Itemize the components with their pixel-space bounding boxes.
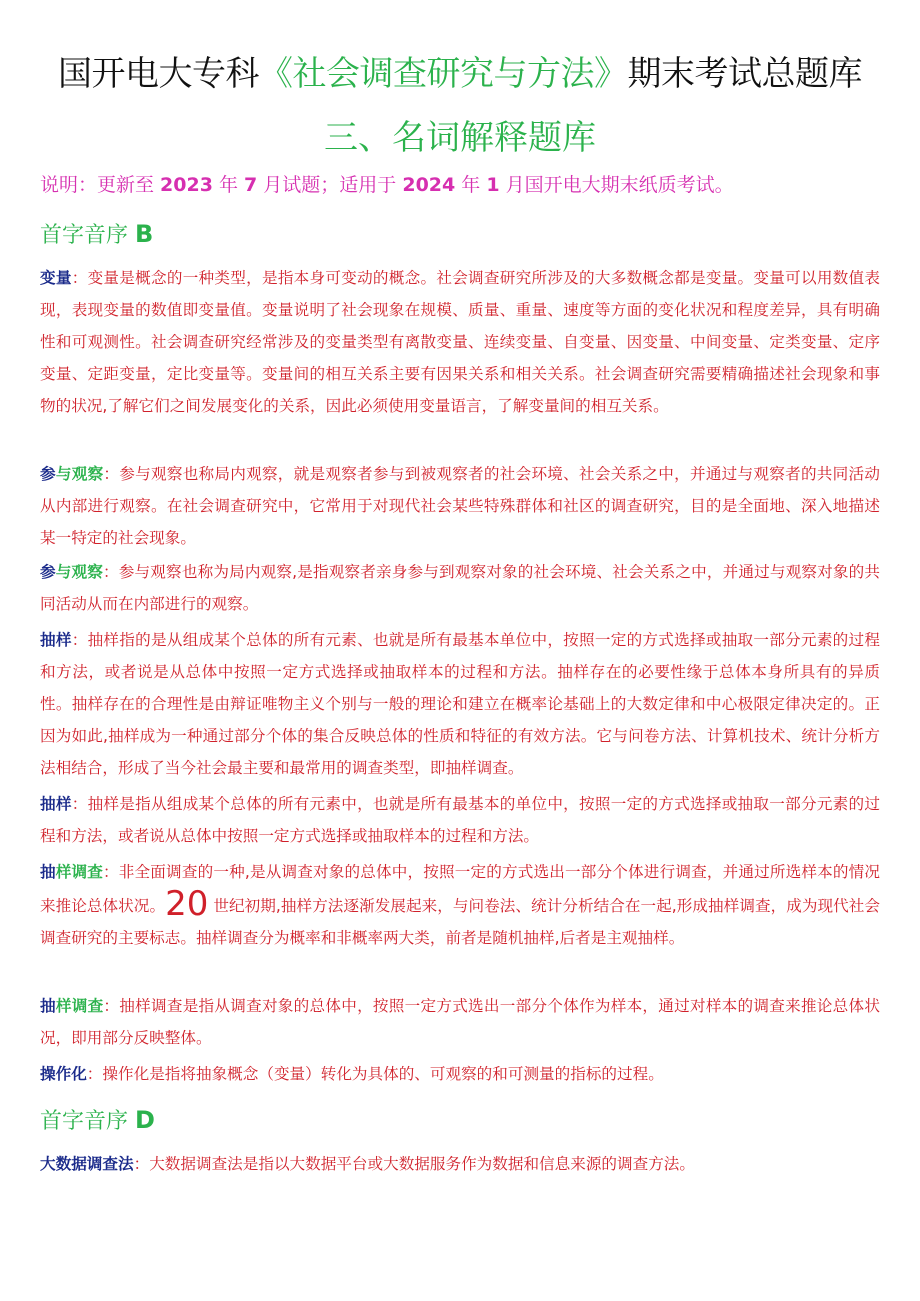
century-number: 20: [165, 884, 209, 924]
entry-separator: ：: [71, 795, 88, 813]
section-label: 首字音序: [40, 223, 129, 248]
entry-definition: 参与观察也称局内观察，就是观察者参与到被观察者的社会环境、社会关系之中，并通过与观察者的共同活动从内部进行观察。在社会调查研究中，它常用于对现代社会某些特殊群体和社区的调查研究，目的是全面地、深入地描述某一特定的社会现象。: [40, 465, 880, 547]
title-course-name: 《社会调查研究与方法》: [259, 54, 628, 94]
section-letter: B: [135, 220, 154, 248]
entry-definition: 大数据调查法是指以大数据平台或大数据服务作为数据和信息来源的调查方法。: [149, 1155, 695, 1173]
entry-separator: ：: [71, 269, 88, 287]
entry-term-first-char: 参: [40, 563, 56, 581]
entry-term-first-char: 参: [40, 465, 56, 483]
entry-separator: ：: [86, 1065, 103, 1083]
entry-separator: ：: [133, 1155, 150, 1173]
entry-term: 变量: [40, 269, 72, 287]
entry-operationalization: [40, 1058, 880, 1090]
entry-term: 操作化: [40, 1065, 87, 1083]
update-note: [40, 170, 900, 200]
entry-separator: ：: [103, 465, 120, 483]
entry-term: 抽样: [40, 795, 72, 813]
document-subtitle: 三、名词解释题库: [324, 118, 596, 158]
entry-participant-observation-2: [40, 556, 880, 620]
entry-term-first-char: 抽: [40, 997, 56, 1015]
entry-sample-survey-2: [40, 990, 880, 1054]
entry-definition-cont: 世纪初期,抽样方法逐渐发展起来，与问卷法、统计分析结合在一起,形成抽样调查，成为现代社会调查研究的主要标志。抽样调查分为概率和非概率两大类，前者是随机抽样,后者是主观抽样。: [40, 897, 880, 947]
title-suffix: 期末考试总题库: [627, 54, 862, 94]
note-text: 月试题；适用于: [257, 174, 403, 196]
entry-sample-survey: [40, 856, 880, 954]
entry-term: 大数据调查法: [40, 1155, 134, 1173]
note-month: 7: [244, 174, 258, 196]
section-heading-d: [40, 1104, 155, 1138]
entry-term-rest: 与观察: [55, 563, 104, 581]
note-text: 说明：更新至: [40, 174, 161, 196]
entry-term-rest: 样调查: [55, 863, 104, 881]
entry-definition: 变量是概念的一种类型，是指本身可变动的概念。社会调查研究所涉及的大多数概念都是变量。变量可以用数值表现，表现变量的数值即变量值。变量说明了社会现象在规模、质量、重量、速度等方面的变化状况和程度差异，具有明确性和可观测性。社会调查研究经常涉及的变量类型有离散变量、连续变量、自变量、因变量、中间变量、定类变量、定序变量、定距变量，定比变量等。变量间的相互关系主要有因果关系和相关关系。社会调查研究需要精确描述社会现象和事物的状况,了解它们之间发展变化的关系，因此必须使用变量语言，了解变量间的相互关系。: [40, 269, 880, 415]
entry-sampling: [40, 624, 880, 784]
entry-variable: [40, 262, 880, 422]
note-text: 月国开电大期末纸质考试。: [499, 174, 734, 196]
note-year: 2023: [160, 174, 213, 196]
entry-definition: 操作化是指将抽象概念（变量）转化为具体的、可观察的和可测量的指标的过程。: [102, 1065, 664, 1083]
section-label: 首字音序: [40, 1109, 129, 1134]
entry-participant-observation: [40, 458, 880, 554]
document-title: [0, 50, 920, 98]
entry-term: 抽样: [40, 631, 72, 649]
note-text: 年: [212, 174, 245, 196]
note-year: 2024: [402, 174, 456, 196]
note-text: 年: [455, 174, 487, 196]
section-letter: D: [135, 1106, 155, 1134]
note-month: 1: [486, 174, 500, 196]
entry-sampling-2: [40, 788, 880, 852]
entry-definition: 抽样是指从组成某个总体的所有元素中，也就是所有最基本的单位中，按照一定的方式选择或抽取一部分元素的过程和方法，或者说从总体中按照一定方式选择或抽取样本的过程和方法。: [40, 795, 880, 845]
entry-separator: ：: [103, 863, 119, 881]
entry-definition: 非全面调查的一种,是从调查对象的总体中，按照一定的方式选出一部分个体进行调查，并通过所选样本的情况来推论总体状况。: [40, 863, 880, 915]
entry-separator: ：: [103, 563, 119, 581]
entry-big-data-survey: [40, 1148, 880, 1180]
entry-term-rest: 样调查: [55, 997, 104, 1015]
entry-term-first-char: 抽: [40, 863, 56, 881]
entry-definition: 抽样指的是从组成某个总体的所有元素、也就是所有最基本单位中，按照一定的方式选择或抽取一部分元素的过程和方法，或者说是从总体中按照一定方式选择或抽取样本的过程和方法。抽样存在的必要性缘于总体本身所具有的异质性。抽样存在的合理性是由辩证唯物主义个别与一般的理论和建立在概率论基础上的大数定律和中心极限定律决定的。正因为如此,抽样成为一种通过部分个体的集合反映总体的性质和特征的有效方法。它与问卷方法、计算机技术、统计分析方法相结合，形成了当今社会最主要和最常用的调查类型，即抽样调查。: [40, 631, 880, 777]
section-heading-b: [40, 218, 153, 252]
entry-separator: ：: [71, 631, 88, 649]
title-prefix: 国开电大专科: [58, 54, 259, 94]
entry-definition: 参与观察也称为局内观察,是指观察者亲身参与到观察对象的社会环境、社会关系之中，并通过与观察对象的共同活动从而在内部进行的观察。: [40, 563, 880, 613]
entry-definition: 抽样调查是指从调查对象的总体中，按照一定方式选出一部分个体作为样本，通过对样本的调查来推论总体状况，即用部分反映整体。: [40, 997, 880, 1047]
entry-term-rest: 与观察: [55, 465, 104, 483]
entry-separator: ：: [103, 997, 120, 1015]
